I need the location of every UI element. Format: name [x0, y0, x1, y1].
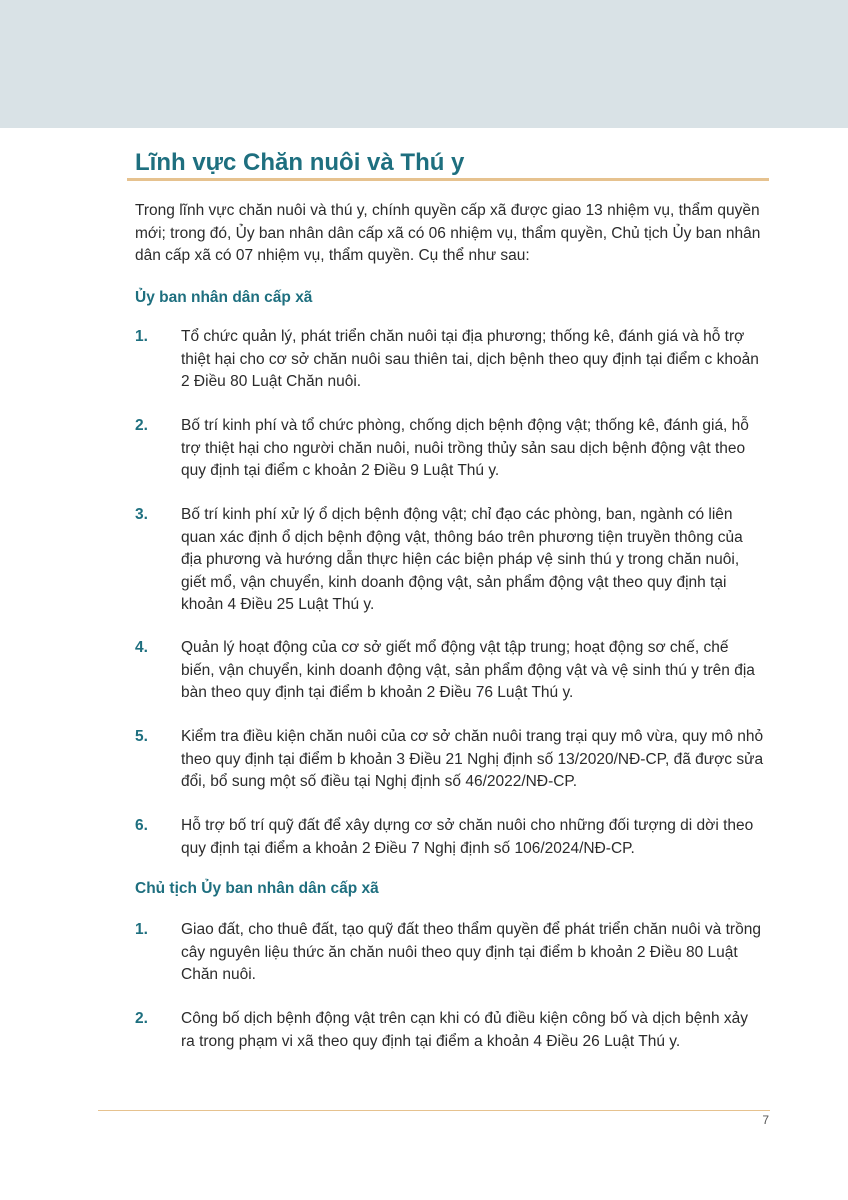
- item-text: Quản lý hoạt động của cơ sở giết mổ động vật tập trung; hoạt động sơ chế, chế biến, vận chuyển, kinh doanh động vật, sản phẩm động vật và vệ sinh thú y trên địa bàn theo quy định tại điểm b khoản 2 Điều 76 Luật Thú y.: [181, 639, 755, 701]
- section-heading-ubnd: Ủy ban nhân dân cấp xã: [135, 289, 313, 306]
- item-text: Công bố dịch bệnh động vật trên cạn khi có đủ điều kiện công bố và dịch bệnh xảy ra trong phạm vi xã theo quy định tại điểm a khoản 4 Điều 26 Luật Thú y.: [181, 1010, 749, 1050]
- section-heading-chu-tich: Chủ tịch Ủy ban nhân dân cấp xã: [135, 880, 379, 897]
- item-number: 3.: [135, 506, 148, 523]
- intro-paragraph: Trong lĩnh vực chăn nuôi và thú y, chính quyền cấp xã được giao 13 nhiệm vụ, thẩm quyền mới; trong đó, Ủy ban nhân dân cấp xã có 06 nhiệm vụ, thẩm quyền, Chủ tịch Ủy ban nhân dân cấp xã có 07 nhiệm vụ, thẩm quyền. Cụ thể như sau:: [135, 202, 761, 264]
- page-number: 7: [762, 1113, 769, 1127]
- item-text: Tổ chức quản lý, phát triển chăn nuôi tại địa phương; thống kê, đánh giá và hỗ trợ thiệt hại cho cơ sở chăn nuôi sau thiên tai, dịch bệnh theo quy định tại điểm c khoản 2 Điều 80 Luật Chăn nuôi.: [181, 328, 759, 390]
- item-number: 2.: [135, 417, 148, 434]
- footer-divider: [98, 1110, 770, 1111]
- item-number: 5.: [135, 728, 148, 745]
- item-number: 1.: [135, 328, 148, 345]
- item-number: 6.: [135, 817, 148, 834]
- item-text: Giao đất, cho thuê đất, tạo quỹ đất theo thẩm quyền để phát triển chăn nuôi và trồng cây nguyên liệu thức ăn chăn nuôi theo quy định tại điểm b khoản 2 Điều 80 Luật Chăn nuôi.: [181, 921, 761, 983]
- item-number: 1.: [135, 921, 148, 938]
- item-number: 2.: [135, 1010, 148, 1027]
- item-text: Kiểm tra điều kiện chăn nuôi của cơ sở chăn nuôi trang trại quy mô vừa, quy mô nhỏ theo quy định tại điểm b khoản 3 Điều 21 Nghị định số 13/2020/NĐ-CP, đã được sửa đổi, bổ sung một số điều tại Nghị định số 46/2022/NĐ-CP.: [181, 728, 764, 790]
- item-text: Bố trí kinh phí và tổ chức phòng, chống dịch bệnh động vật; thống kê, đánh giá, hỗ trợ thiệt hại cho người chăn nuôi, nuôi trồng thủy sản sau dịch bệnh động vật theo quy định tại điểm c khoản 2 Điều 9 Luật Thú y.: [181, 417, 749, 479]
- item-number: 4.: [135, 639, 148, 656]
- item-text: Bố trí kinh phí xử lý ổ dịch bệnh động vật; chỉ đạo các phòng, ban, ngành có liên quan xác định ổ dịch bệnh động vật, thông báo trên phương tiện truyền thông của địa phương và hướng dẫn thực hiện các biện pháp vệ sinh thú y trong chăn nuôi, giết mổ, vận chuyển, kinh doanh động vật, sản phẩm động vật theo quy định tại khoản 4 Điều 25 Luật Thú y.: [181, 506, 743, 613]
- title-underline: [127, 178, 769, 181]
- header-band: [0, 0, 848, 128]
- page-title: Lĩnh vực Chăn nuôi và Thú y: [135, 149, 465, 176]
- item-text: Hỗ trợ bố trí quỹ đất để xây dựng cơ sở chăn nuôi cho những đối tượng di dời theo quy định tại điểm a khoản 2 Điều 7 Nghị định số 106/2024/NĐ-CP.: [181, 817, 754, 857]
